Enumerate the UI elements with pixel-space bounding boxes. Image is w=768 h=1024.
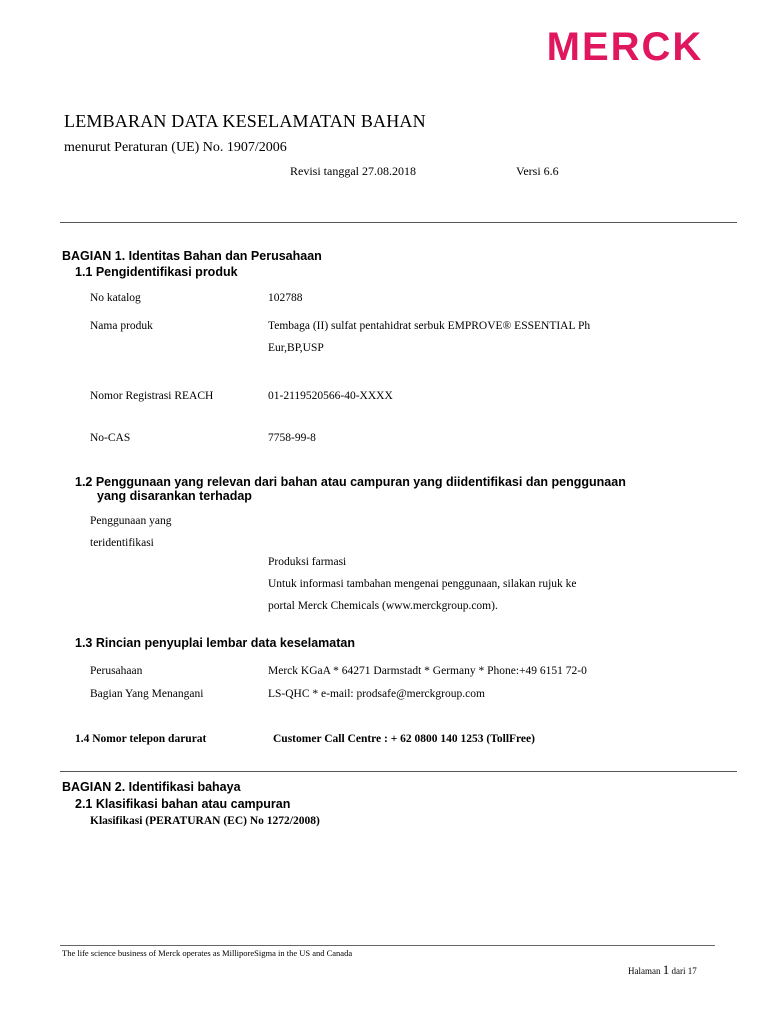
identified-use-value: Produksi farmasi [268, 556, 347, 568]
identified-use-label-cont: teridentifikasi [90, 537, 154, 549]
section-2-1-heading: 2.1 Klasifikasi bahan atau campuran [75, 797, 291, 811]
header-divider [60, 222, 737, 223]
reach-value: 01-2119520566-40-XXXX [268, 390, 393, 402]
emergency-phone-value: Customer Call Centre : + 62 0800 140 1253 (TollFree) [273, 733, 535, 745]
reach-label: Nomor Registrasi REACH [90, 390, 214, 402]
identified-use-note: Untuk informasi tambahan mengenai penggunaan, silakan rujuk ke [268, 578, 577, 590]
section-1-1-heading: 1.1 Pengidentifikasi produk [75, 265, 238, 279]
section-divider [60, 771, 737, 772]
revision-date: Revisi tanggal 27.08.2018 [290, 164, 416, 178]
identified-use-note-cont: portal Merck Chemicals (www.merckgroup.com). [268, 600, 498, 612]
document-title: LEMBARAN DATA KESELAMATAN BAHAN [64, 111, 426, 131]
footer-note: The life science business of Merck operates as MilliporeSigma in the US and Canada [62, 948, 353, 958]
page-number: 1 [662, 962, 670, 977]
page-label: Halaman [628, 966, 661, 976]
section-2-heading: BAGIAN 2. Identifikasi bahaya [62, 780, 241, 794]
company-value: Merck KGaA * 64271 Darmstadt * Germany * Phone:+49 6151 72-0 [268, 665, 587, 677]
product-name-value-cont: Eur,BP,USP [268, 342, 324, 354]
classification-heading: Klasifikasi (PERATURAN (EC) No 1272/2008) [90, 815, 320, 827]
department-value: LS-QHC * e-mail: prodsafe@merckgroup.com [268, 688, 485, 700]
catalog-label: No katalog [90, 292, 141, 304]
company-label: Perusahaan [90, 665, 143, 677]
merck-logo [514, 26, 736, 64]
identified-use-label: Penggunaan yang [90, 515, 172, 527]
product-name-value: Tembaga (II) sulfat pentahidrat serbuk EMPROVE® ESSENTIAL Ph [268, 320, 591, 332]
footer-divider [60, 945, 715, 946]
page-indicator [628, 962, 697, 978]
catalog-value: 102788 [268, 292, 303, 304]
document-subtitle: menurut Peraturan (UE) No. 1907/2006 [64, 140, 287, 155]
section-1-heading: BAGIAN 1. Identitas Bahan dan Perusahaan [62, 249, 322, 263]
product-name-label: Nama produk [90, 320, 153, 332]
svg-text:MERCK: MERCK [546, 26, 704, 64]
department-label: Bagian Yang Menangani [90, 688, 204, 700]
cas-label: No-CAS [90, 432, 131, 444]
section-1-3-heading: 1.3 Rincian penyuplai lembar data keselamatan [75, 636, 355, 650]
page-total: dari 17 [671, 966, 697, 976]
section-1-2-heading: 1.2 Penggunaan yang relevan dari bahan atau campuran yang diidentifikasi dan penggunaan [75, 475, 626, 489]
cas-value: 7758-99-8 [268, 432, 316, 444]
version: Versi 6.6 [516, 164, 559, 178]
emergency-phone-label: 1.4 Nomor telepon darurat [75, 733, 207, 745]
section-1-2-heading-cont: yang disarankan terhadap [97, 489, 252, 503]
